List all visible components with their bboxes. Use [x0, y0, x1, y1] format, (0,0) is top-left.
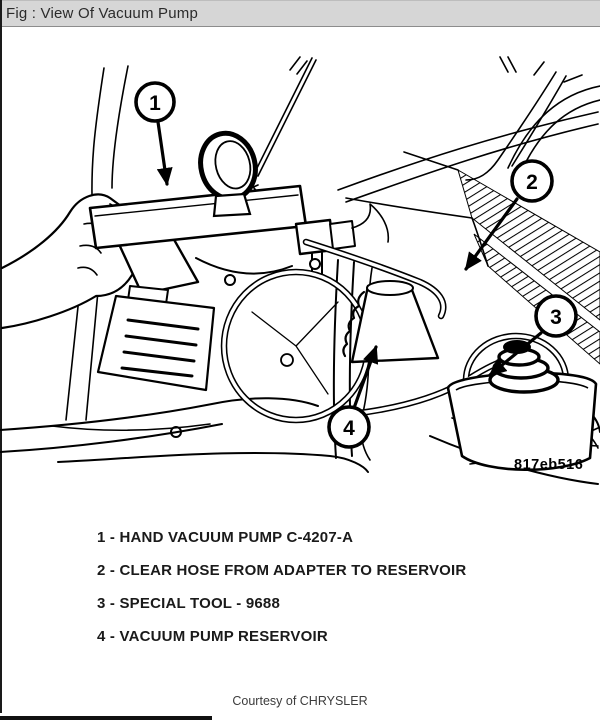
- callout-2-badge: [512, 161, 552, 201]
- callout-3-badge: [536, 296, 576, 336]
- figure-code: 817eb516: [514, 457, 584, 473]
- callout-3-number: 3: [550, 306, 562, 329]
- callout-2-number: 2: [526, 171, 538, 194]
- fuse-box-illustration: [98, 275, 235, 390]
- reservoir-illustration: [343, 281, 438, 362]
- legend-item-1: 1 - HAND VACUUM PUMP C-4207-A: [97, 529, 354, 546]
- callout-4-number: 4: [343, 417, 355, 440]
- legend-item-2: 2 - CLEAR HOSE FROM ADAPTER TO RESERVOIR: [97, 562, 467, 579]
- callout-1-number: 1: [149, 92, 161, 115]
- figure-illustration: [0, 28, 600, 520]
- gauge-stem: [214, 194, 250, 216]
- figure-title: Fig : View Of Vacuum Pump: [6, 5, 199, 22]
- callout-1-arrow: [158, 122, 167, 184]
- callout-4-badge: [329, 407, 369, 447]
- courtesy-line: Courtesy of CHRYSLER: [232, 694, 368, 708]
- figure-title-bar: [0, 0, 600, 27]
- legend-item-4: 4 - VACUUM PUMP RESERVOIR: [97, 628, 328, 645]
- callout-1-badge: [136, 83, 174, 121]
- legend-item-3: 3 - SPECIAL TOOL - 9688: [97, 595, 280, 612]
- figure-legend: [97, 529, 577, 661]
- page-bottom-edge: [0, 716, 212, 720]
